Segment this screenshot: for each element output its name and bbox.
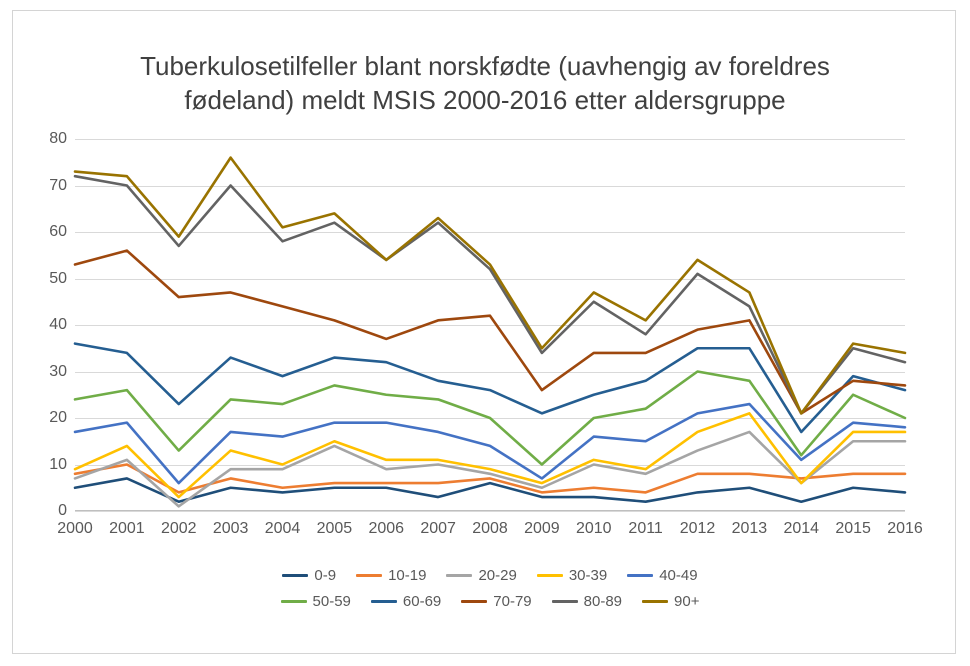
chart-container xyxy=(12,10,956,654)
x-tick-label: 2007 xyxy=(420,520,456,537)
x-tick-label: 2016 xyxy=(887,520,923,537)
legend-label: 10-19 xyxy=(388,567,427,584)
y-tick-label: 70 xyxy=(49,176,67,194)
x-tick-label: 2008 xyxy=(472,520,508,537)
legend-item-80-89[interactable] xyxy=(552,593,622,610)
y-tick-label: 0 xyxy=(58,502,67,519)
y-tick-label: 20 xyxy=(49,409,67,426)
chart-title xyxy=(73,49,897,117)
legend-label: 30-39 xyxy=(568,567,608,584)
legend-swatch-icon xyxy=(282,574,308,577)
x-tick-label: 2010 xyxy=(575,520,612,537)
y-tick-label: 40 xyxy=(49,316,67,333)
x-tick-label: 2014 xyxy=(783,520,820,537)
legend-swatch-icon xyxy=(552,600,578,603)
x-tick-label: 2009 xyxy=(524,520,560,537)
x-tick-label: 2012 xyxy=(679,520,716,537)
legend-swatch-icon xyxy=(281,600,307,603)
y-tick-label: 10 xyxy=(49,455,67,473)
legend-label: 60-69 xyxy=(402,593,442,610)
legend-swatch-icon xyxy=(461,600,487,603)
legend-item-50-59[interactable] xyxy=(281,593,351,610)
legend-item-40-49[interactable] xyxy=(627,567,697,584)
x-tick-label: 2004 xyxy=(264,520,301,537)
x-tick-label: 2001 xyxy=(109,520,145,537)
x-tick-label: 2003 xyxy=(212,520,249,537)
legend-label: 90+ xyxy=(674,593,700,610)
x-tick-label: 2013 xyxy=(731,520,768,537)
x-tick-label: 2006 xyxy=(368,520,405,537)
chart-legend xyxy=(75,567,905,619)
legend-row xyxy=(75,593,905,610)
chart-title-line-1: Tuberkulosetilfeller blant norskfødte (uavhengig av foreldres xyxy=(140,51,830,81)
legend-swatch-icon xyxy=(642,600,668,603)
series-line-40-49 xyxy=(75,404,905,483)
legend-swatch-icon xyxy=(627,574,653,577)
gridline xyxy=(75,511,905,512)
y-tick-label: 50 xyxy=(49,269,67,287)
plot-area xyxy=(49,130,923,537)
legend-label: 20-29 xyxy=(478,567,517,584)
chart-title-line-2: fødeland) meldt MSIS 2000-2016 etter aldersgruppe xyxy=(184,85,786,115)
legend-label: 70-79 xyxy=(493,593,532,610)
x-tick-label: 2002 xyxy=(160,520,197,537)
x-tick-label: 2005 xyxy=(316,520,353,537)
legend-swatch-icon xyxy=(371,600,397,603)
y-tick-label: 30 xyxy=(49,362,67,380)
legend-label: 80-89 xyxy=(583,593,623,610)
legend-item-70-79[interactable] xyxy=(461,593,531,610)
x-tick-label: 2000 xyxy=(57,520,93,537)
legend-label: 0-9 xyxy=(314,567,337,584)
legend-item-0-9[interactable] xyxy=(282,567,336,584)
legend-swatch-icon xyxy=(356,574,382,577)
legend-row xyxy=(75,567,905,584)
legend-label: 40-49 xyxy=(659,567,698,584)
legend-item-10-19[interactable] xyxy=(356,567,426,584)
legend-item-20-29[interactable] xyxy=(446,567,516,584)
series-lines xyxy=(75,139,905,511)
legend-item-30-39[interactable] xyxy=(537,567,607,584)
y-tick-label: 60 xyxy=(49,223,67,240)
x-tick-label: 2015 xyxy=(835,520,871,537)
legend-item-90+[interactable] xyxy=(642,593,699,610)
legend-item-60-69[interactable] xyxy=(371,593,441,610)
legend-swatch-icon xyxy=(537,574,563,577)
y-tick-label: 80 xyxy=(49,130,67,147)
legend-swatch-icon xyxy=(446,574,472,577)
x-tick-label: 2011 xyxy=(628,520,663,537)
legend-label: 50-59 xyxy=(312,593,351,610)
